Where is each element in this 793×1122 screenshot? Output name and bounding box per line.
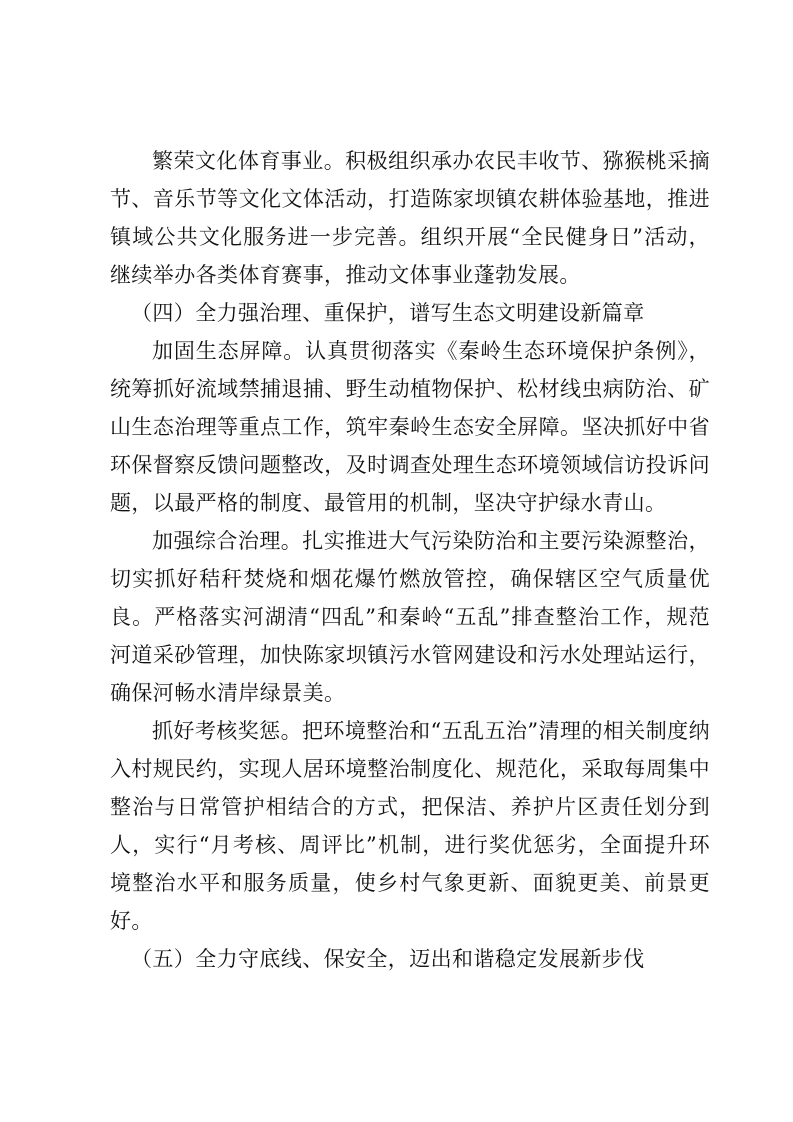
document-body: [110, 142, 710, 978]
section-heading-4: （四）全力强治理、重保护，谱写生态文明建设新篇章: [131, 301, 645, 325]
paragraph-assessment-rewards: 抓好考核奖惩。把环境整治和“五乱五治”清理的相关制度纳入村规民约，实现人居环境整治制度化、规范化，采取每周集中整治与日常管护相结合的方式，把保洁、养护片区责任划分到人，实行“月考核、周评比”机制，进行奖优惩劣，全面提升环境整治水平和服务质量，使乡村气象更新、面貌更美、前景更好。: [110, 719, 710, 933]
section-heading-5: （五）全力守底线、保安全，迈出和谐稳定发展新步伐: [131, 947, 645, 971]
paragraph-comprehensive-governance: 加强综合治理。扎实推进大气污染防治和主要污染源整治，切实抓好秸秆焚烧和烟花爆竹燃放管控，确保辖区空气质量优良。严格落实河湖清“四乱”和秦岭“五乱”排查整治工作，规范河道采砂管理，加快陈家坝镇污水管网建设和污水处理站运行，确保河畅水清岸绿景美。: [110, 529, 710, 705]
paragraph-culture-sports: 繁荣文化体育事业。积极组织承办农民丰收节、猕猴桃采摘节、音乐节等文化文体活动，打造陈家坝镇农耕体验基地，推进镇域公共文化服务进一步完善。组织开展“全民健身日”活动，继续举办各类体育赛事，推动文体事业蓬勃发展。: [110, 149, 710, 287]
paragraph-ecological-barrier: 加固生态屏障。认真贯彻落实《秦岭生态环境保护条例》，统筹抓好流域禁捕退捕、野生动植物保护、松材线虫病防治、矿山生态治理等重点工作，筑牢秦岭生态安全屏障。坚决抓好中省环保督察反馈问题整改，及时调查处理生态环境领域信访投诉问题，以最严格的制度、最管用的机制，坚决守护绿水青山。: [110, 339, 710, 515]
